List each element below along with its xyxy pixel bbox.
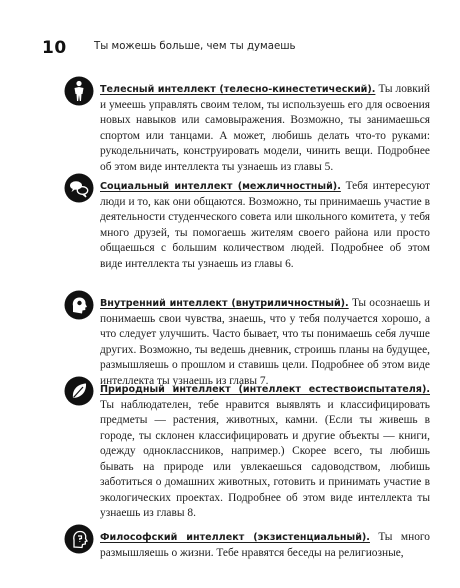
section-heading: Философский интеллект (экзистенциальный). [100,532,370,543]
section-paragraph [100,82,430,175]
section-body: Ты осознаешь и понимаешь свои чувства, знаешь, что у тебя получается хорошо, а что следует улучшить. Часто бывает, что ты понимаешь себя лучше других. Возможно, ты ведешь дневник, строишь планы на будущее, размышляешь о прошлом и ставишь цели. Подробнее об этом виде интеллекта ты узнаешь из главы 7. [100,297,431,387]
running-title: Ты можешь больше, чем ты думаешь [94,41,296,52]
section-heading: Телесный интеллект (телесно-кинестетический). [100,84,376,95]
section-heading: Социальный интеллект (межличностный). [100,181,341,192]
section-paragraph [100,179,430,272]
section-paragraph [100,296,430,389]
section-body: Ты наблюдателен, тебе нравится выявлять и классифицировать предметы — растения, животных, камни. (Если ты живешь в городе, ты склонен классифицировать и другие объекты — книги, одежду одноклассников, например.) Скорее всего, ты любишь бывать на природе или увлекаешься садоводством, любишь заботиться о домашних животных, готовить и принимать участие в экологических проектах. Подробнее об этом виде интеллекта ты узнаешь из главы 8. [100,398,430,519]
section-body: Тебя интересуют люди и то, как они общаются. Возможно, ты принимаешь участие в деятельности студенческого совета или школьного комитета, у тебя много друзей, ты помогаешь жителям своего района или просто общаешься с большим количеством людей. Подробнее об этом виде интеллекта ты узнаешь из главы 6. [100,180,430,270]
section-existential [100,530,430,561]
section-naturalist [100,382,430,522]
page-number: 10 [42,38,67,58]
leaf-icon [64,376,94,406]
section-bodily [100,82,430,175]
section-intrapersonal [100,296,430,389]
head-thought-icon [64,290,94,320]
page-header [42,38,440,58]
section-social [100,179,430,272]
section-paragraph [100,382,430,522]
section-paragraph [100,530,430,561]
section-heading: Природный интеллект (интеллект естествоиспытателя). [100,384,430,395]
philosophy-icon [64,524,94,554]
section-body: Ты много размышляешь о жизни. Тебе нравятся беседы на религиозные, [100,531,430,559]
speech-bubbles-icon [64,173,94,203]
section-heading: Внутренний интеллект (внутриличностный). [100,298,349,309]
section-body: Ты ловкий и умеешь управлять своим телом, ты используешь его для освоения новых навыков или самовыражения. Возможно, ты занимаешься спортом или танцами. А может, любишь делать что-то руками: рукодельничать, конструировать модели, чинить вещи. Подробнее об этом виде интеллекта ты узнаешь из главы 5. [100,83,430,173]
person-silhouette-icon [64,76,94,106]
